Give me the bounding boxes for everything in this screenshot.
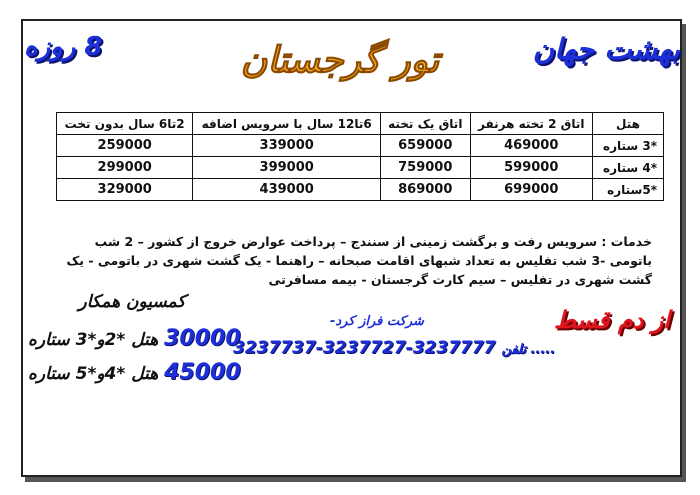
price-child-6-12: 439000: [193, 179, 381, 201]
commission-amount-2: 45000: [164, 360, 241, 385]
price-child-2-6: 329000: [57, 179, 193, 201]
phone-line: [233, 338, 555, 358]
header-single-room: اتاق یک تخته: [381, 113, 471, 135]
commission-label-2: هتل *4و*5 ستاره: [28, 364, 159, 384]
price-single: 659000: [381, 135, 471, 157]
commission-line-2: [28, 360, 241, 385]
installment-banner: از دم قسط: [553, 306, 670, 334]
table-header-row: [57, 113, 664, 135]
table-row: [57, 179, 664, 201]
header-child-6-12: 6تا12 سال با سرویس اضافه: [193, 113, 381, 135]
price-child-6-12: 339000: [193, 135, 381, 157]
commission-line-1: [28, 326, 241, 351]
commission-amount-1: 30000: [164, 326, 241, 351]
brand-name: بهشت جهان: [532, 32, 680, 66]
tour-duration: 8 روزه: [24, 32, 103, 62]
company-name: شرکت فراز کرد-: [330, 314, 424, 329]
price-single: 869000: [381, 179, 471, 201]
price-double: 599000: [470, 157, 592, 179]
price-child-6-12: 399000: [193, 157, 381, 179]
price-double: 699000: [470, 179, 592, 201]
hotel-rating: *4 ستاره: [593, 157, 664, 179]
services-text: خدمات : سرویس رفت و برگشت زمینی از سنندج – پرداخت عوارض خروج از کشور – 2 شب باتومی -3 شب تفلیس به تعداد شبهای اقامت صبحانه – راهنما - یک گشت شهری در باتومی - یک گشت شهری در تفلیس – سیم کارت گرجستان - بیمه مسافرتی: [66, 234, 652, 287]
commission-label-1: هتل *2و*3 ستاره: [28, 330, 159, 350]
header-double-room: اتاق 2 تخته هرنفر: [470, 113, 592, 135]
hotel-rating: *5ستاره: [593, 179, 664, 201]
tour-title: تور گرجستان: [240, 40, 440, 81]
price-table: [56, 112, 664, 201]
table-row: [57, 157, 664, 179]
price-child-2-6: 259000: [57, 135, 193, 157]
header-hotel: هتل: [593, 113, 664, 135]
hotel-rating: *3 ستاره: [593, 135, 664, 157]
header-child-2-6: 2تا6 سال بدون تخت: [57, 113, 193, 135]
phone-label: تلفن .....: [501, 342, 556, 357]
commission-title: کمسیون همکار: [78, 292, 186, 312]
phone-numbers: 3237737-3237727-3237777: [233, 338, 496, 358]
price-double: 469000: [470, 135, 592, 157]
table-row: [57, 135, 664, 157]
price-child-2-6: 299000: [57, 157, 193, 179]
price-single: 759000: [381, 157, 471, 179]
